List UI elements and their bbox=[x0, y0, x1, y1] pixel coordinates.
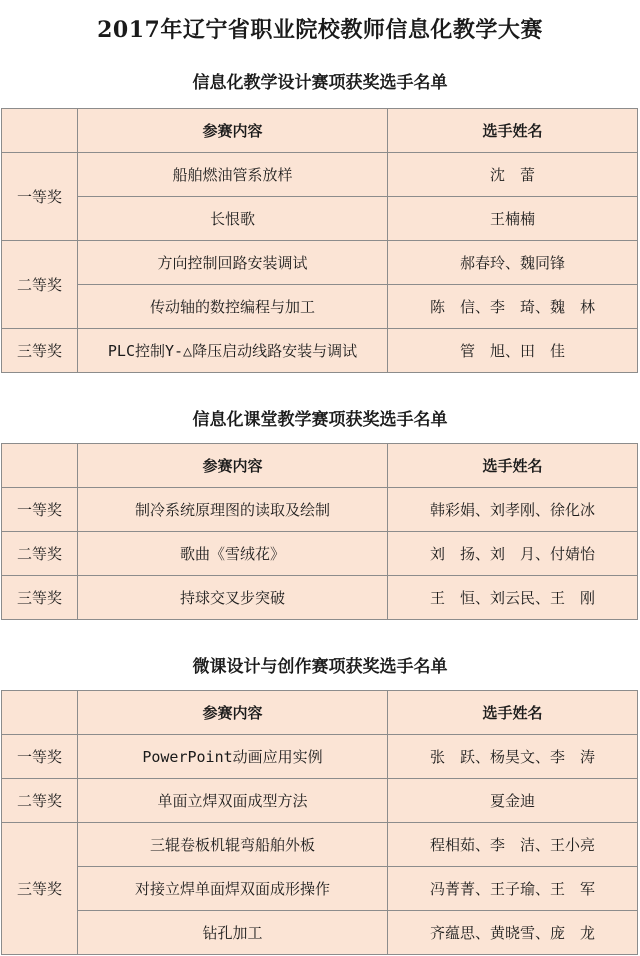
table-row bbox=[2, 823, 638, 867]
table-row bbox=[2, 911, 638, 955]
content-cell: PLC控制Y-△降压启动线路安装与调试 bbox=[78, 329, 388, 373]
award-table-micro-course bbox=[1, 690, 638, 955]
header-content: 参赛内容 bbox=[78, 691, 388, 735]
content-cell: 对接立焊单面焊双面成形操作 bbox=[78, 867, 388, 911]
header-award bbox=[2, 444, 78, 488]
table-row bbox=[2, 285, 638, 329]
header-names: 选手姓名 bbox=[388, 444, 638, 488]
header-award bbox=[2, 691, 78, 735]
award-level-cell: 一等奖 bbox=[2, 488, 78, 532]
names-cell: 齐蕴思、黄晓雪、庞 龙 bbox=[388, 911, 638, 955]
award-level-cell: 二等奖 bbox=[2, 532, 78, 576]
names-cell: 沈 蕾 bbox=[388, 153, 638, 197]
content-cell: 方向控制回路安装调试 bbox=[78, 241, 388, 285]
header-content: 参赛内容 bbox=[78, 444, 388, 488]
header-names: 选手姓名 bbox=[388, 109, 638, 153]
names-cell: 冯菁菁、王子瑜、王 军 bbox=[388, 867, 638, 911]
content-cell: 歌曲《雪绒花》 bbox=[78, 532, 388, 576]
section-title-teaching-design: 信息化教学设计赛项获奖选手名单 bbox=[192, 73, 448, 93]
content-cell: 长恨歌 bbox=[78, 197, 388, 241]
names-cell: 管 旭、田 佳 bbox=[388, 329, 638, 373]
table-row bbox=[2, 488, 638, 532]
award-level-cell: 一等奖 bbox=[2, 735, 78, 779]
table-header-row bbox=[2, 444, 638, 488]
section-title-classroom-teaching: 信息化课堂教学赛项获奖选手名单 bbox=[192, 410, 448, 430]
names-cell: 陈 信、李 琦、魏 林 bbox=[388, 285, 638, 329]
content-cell: 单面立焊双面成型方法 bbox=[78, 779, 388, 823]
header-award bbox=[2, 109, 78, 153]
content-cell: 制冷系统原理图的读取及绘制 bbox=[78, 488, 388, 532]
section-title-micro-course: 微课设计与创作赛项获奖选手名单 bbox=[192, 657, 448, 677]
award-level-cell: 二等奖 bbox=[2, 779, 78, 823]
header-content: 参赛内容 bbox=[78, 109, 388, 153]
page-title: 2017年辽宁省职业院校教师信息化教学大赛 bbox=[97, 17, 543, 43]
award-level-cell: 三等奖 bbox=[2, 576, 78, 620]
content-cell: 持球交叉步突破 bbox=[78, 576, 388, 620]
table-row bbox=[2, 532, 638, 576]
names-cell: 韩彩娟、刘孝刚、徐化冰 bbox=[388, 488, 638, 532]
table-row bbox=[2, 867, 638, 911]
award-level-cell: 二等奖 bbox=[2, 241, 78, 329]
content-cell: 钻孔加工 bbox=[78, 911, 388, 955]
content-cell: PowerPoint动画应用实例 bbox=[78, 735, 388, 779]
award-table-classroom-teaching bbox=[1, 443, 638, 620]
table-row bbox=[2, 153, 638, 197]
names-cell: 刘 扬、刘 月、付婧怡 bbox=[388, 532, 638, 576]
award-level-cell: 三等奖 bbox=[2, 329, 78, 373]
names-cell: 王 恒、刘云民、王 刚 bbox=[388, 576, 638, 620]
names-cell: 郝春玲、魏同锋 bbox=[388, 241, 638, 285]
award-table-teaching-design bbox=[1, 108, 638, 373]
table-row bbox=[2, 241, 638, 285]
content-cell: 传动轴的数控编程与加工 bbox=[78, 285, 388, 329]
names-cell: 夏金迪 bbox=[388, 779, 638, 823]
names-cell: 程相茹、李 洁、王小亮 bbox=[388, 823, 638, 867]
award-level-cell: 三等奖 bbox=[2, 823, 78, 955]
table-row bbox=[2, 576, 638, 620]
table-row bbox=[2, 735, 638, 779]
names-cell: 王楠楠 bbox=[388, 197, 638, 241]
table-row bbox=[2, 779, 638, 823]
table-header-row bbox=[2, 109, 638, 153]
table-row bbox=[2, 329, 638, 373]
table-row bbox=[2, 197, 638, 241]
header-names: 选手姓名 bbox=[388, 691, 638, 735]
names-cell: 张 跃、杨昊文、李 涛 bbox=[388, 735, 638, 779]
award-level-cell: 一等奖 bbox=[2, 153, 78, 241]
content-cell: 三辊卷板机辊弯船舶外板 bbox=[78, 823, 388, 867]
content-cell: 船舶燃油管系放样 bbox=[78, 153, 388, 197]
table-header-row bbox=[2, 691, 638, 735]
